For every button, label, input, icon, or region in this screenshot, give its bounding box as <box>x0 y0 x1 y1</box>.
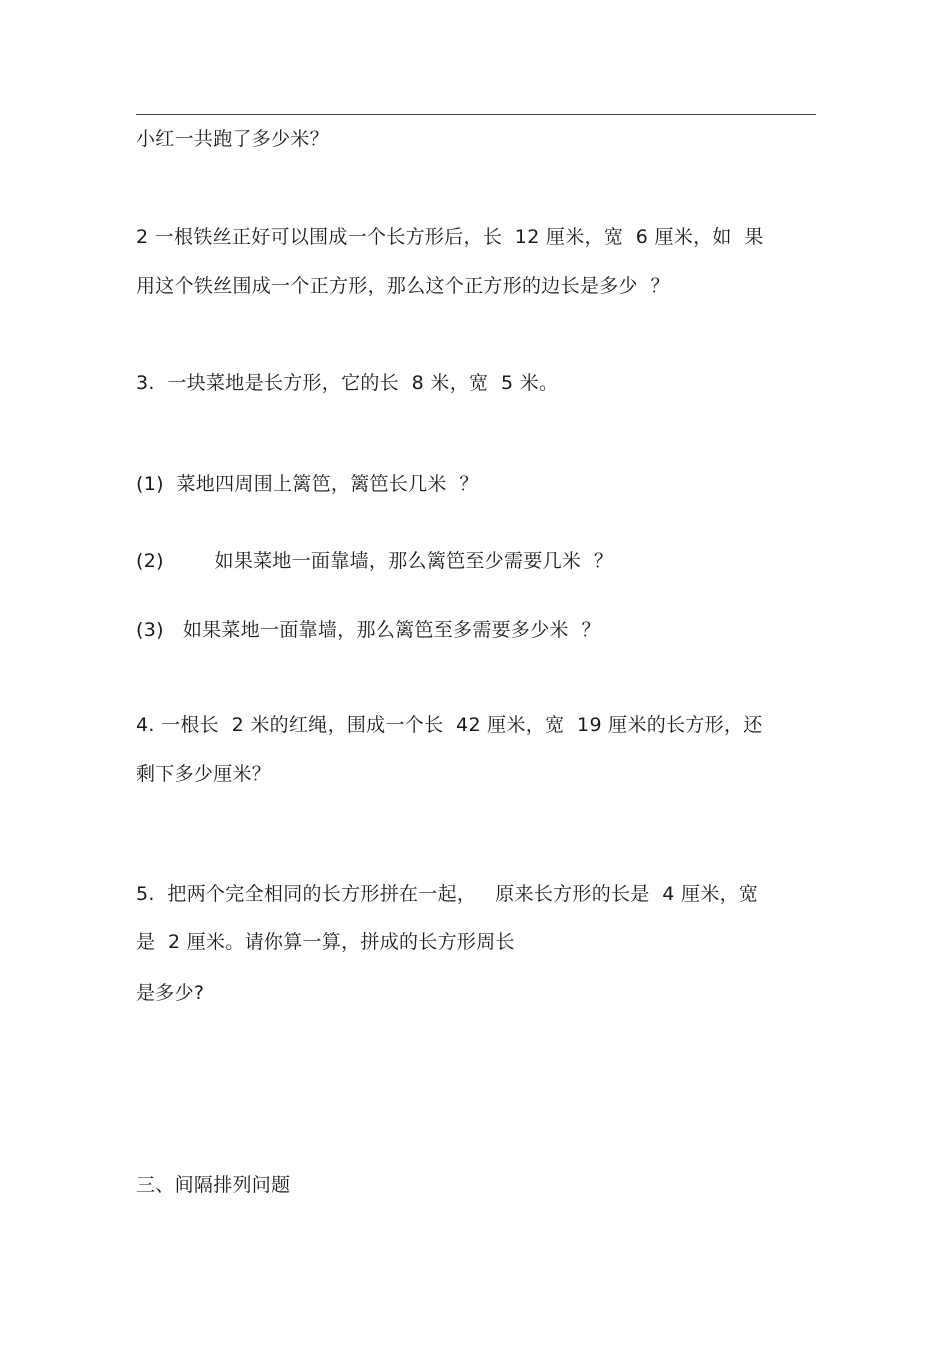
section-heading: 三、间隔排列问题 <box>136 1174 291 1196</box>
text-line-q3-sub1: (1) 菜地四周围上篱笆，篱笆长几米 ？ <box>136 473 479 495</box>
text-line-q5-part1: 5. 把两个完全相同的长方形拼在一起， 原来长方形的长是 4 厘米，宽 <box>136 883 759 905</box>
text-line-q1-end: 小红一共跑了多少米？ <box>136 128 330 150</box>
header-rule <box>136 114 816 115</box>
text-line-q3-intro: 3. 一块菜地是长方形，它的长 8 米，宽 5 米。 <box>136 372 559 394</box>
text-line-q4-part2: 剩下多少厘米？ <box>136 763 272 785</box>
text-line-q3-sub2: (2) 如果菜地一面靠墙，那么篱笆至少需要几米 ？ <box>136 550 614 572</box>
text-line-q5-part3: 是多少? <box>136 982 205 1004</box>
text-line-q2-part2: 用这个铁丝围成一个正方形，那么这个正方形的边长是多少 ？ <box>136 275 670 297</box>
text-line-q4-part1: 4. 一根长 2 米的红绳，围成一个长 42 厘米，宽 19 厘米的长方形，还 <box>136 714 763 736</box>
text-line-q2-part1: 2 一根铁丝正好可以围成一个长方形后，长 12 厘米，宽 6 厘米，如 果 <box>136 226 764 248</box>
text-line-q5-part2: 是 2 厘米。请你算一算，拼成的长方形周长 <box>136 931 515 953</box>
text-line-q3-sub3: (3) 如果菜地一面靠墙，那么篱笆至多需要多少米 ？ <box>136 619 601 641</box>
